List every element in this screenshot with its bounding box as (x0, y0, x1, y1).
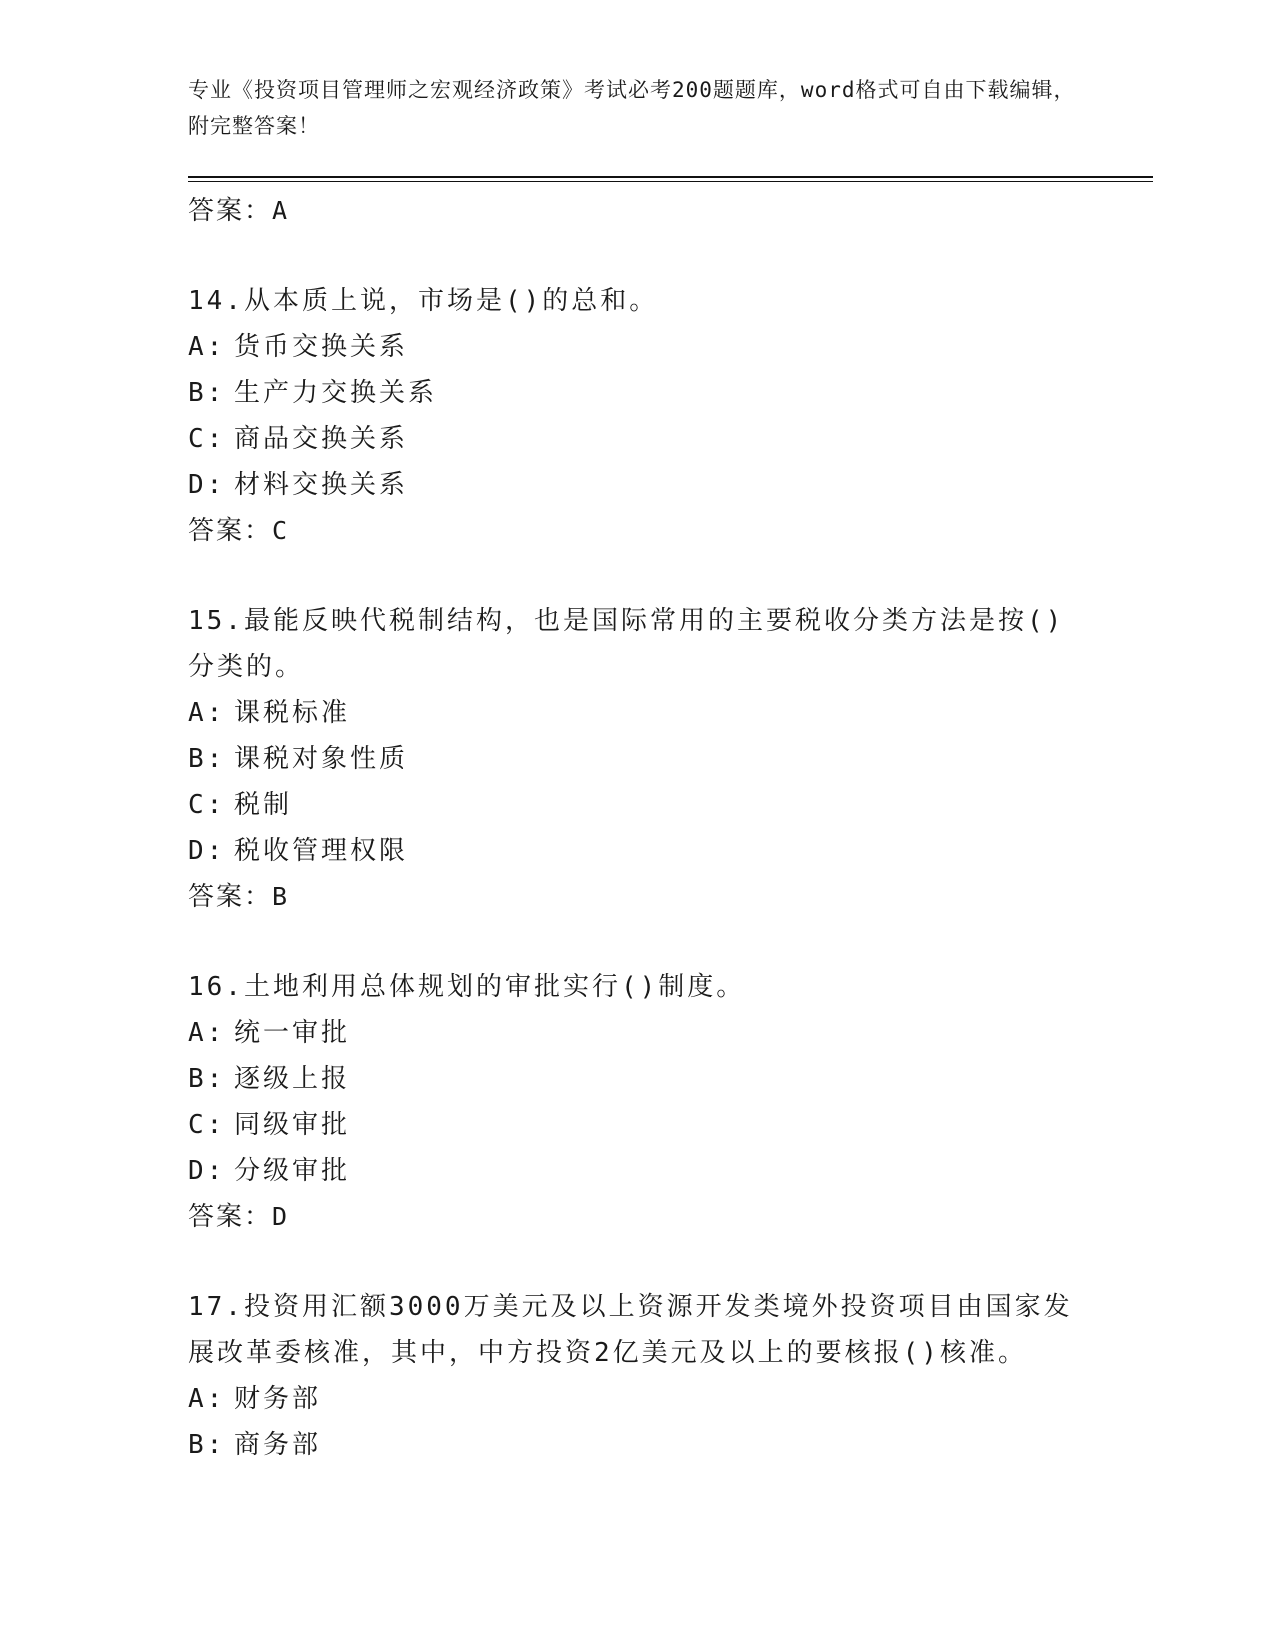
option-d (188, 828, 1088, 874)
question-block (188, 598, 1088, 920)
option-a (188, 690, 1088, 736)
option-key: B: (188, 1064, 226, 1094)
answer-line (188, 508, 1088, 554)
option-key: B: (188, 744, 226, 774)
answer-line (188, 188, 1088, 234)
answer-label: 答案： (188, 196, 273, 226)
option-text: 税制 (234, 790, 293, 820)
answer-line (188, 1194, 1088, 1240)
document-header: 专业《投资项目管理师之宏观经济政策》考试必考200题题库，word格式可自由下载编辑，附完整答案！ (188, 78, 1076, 138)
option-text: 课税标准 (234, 698, 351, 728)
option-d (188, 462, 1088, 508)
option-d (188, 1148, 1088, 1194)
header-divider-thick (188, 176, 1153, 178)
option-key: D: (188, 470, 226, 500)
answer-value: C (272, 516, 290, 545)
answer-label: 答案： (188, 516, 273, 546)
question-block (188, 964, 1088, 1240)
option-b (188, 370, 1088, 416)
option-key: B: (188, 378, 226, 408)
option-text: 逐级上报 (234, 1064, 351, 1094)
option-text: 生产力交换关系 (234, 378, 438, 408)
question-stem: 16.土地利用总体规划的审批实行()制度。 (188, 972, 746, 1002)
question-stem: 15.最能反映代税制结构，也是国际常用的主要税收分类方法是按()分类的。 (188, 606, 1065, 682)
option-b (188, 736, 1088, 782)
answer-label: 答案： (188, 1202, 273, 1232)
answer-line (188, 874, 1088, 920)
option-key: B: (188, 1430, 226, 1460)
question-block (188, 278, 1088, 554)
option-key: A: (188, 1384, 226, 1414)
option-text: 同级审批 (234, 1110, 351, 1140)
option-key: C: (188, 790, 226, 820)
answer-value: B (272, 882, 290, 911)
option-b (188, 1056, 1088, 1102)
option-text: 税收管理权限 (234, 836, 409, 866)
option-key: D: (188, 836, 226, 866)
question-stem: 17.投资用汇额3000万美元及以上资源开发类境外投资项目由国家发展改革委核准，其中，中方投资2亿美元及以上的要核报()核准。 (188, 1292, 1073, 1368)
option-text: 财务部 (234, 1384, 322, 1414)
option-text: 货币交换关系 (234, 332, 409, 362)
answer-value: D (272, 1202, 290, 1231)
option-c (188, 1102, 1088, 1148)
option-c (188, 416, 1088, 462)
option-text: 分级审批 (234, 1156, 351, 1186)
answer-label: 答案： (188, 882, 273, 912)
question-stem: 14.从本质上说，市场是()的总和。 (188, 286, 659, 316)
option-text: 材料交换关系 (234, 470, 409, 500)
option-text: 商务部 (234, 1430, 322, 1460)
option-a (188, 1010, 1088, 1056)
option-a (188, 324, 1088, 370)
option-b (188, 1422, 1088, 1468)
question-block (188, 1284, 1088, 1468)
option-c (188, 782, 1088, 828)
answer-value: A (272, 196, 290, 225)
option-text: 统一审批 (234, 1018, 351, 1048)
option-key: C: (188, 424, 226, 454)
option-key: A: (188, 1018, 226, 1048)
option-key: C: (188, 1110, 226, 1140)
option-text: 商品交换关系 (234, 424, 409, 454)
option-key: A: (188, 698, 226, 728)
option-key: D: (188, 1156, 226, 1186)
header-divider-thin (188, 181, 1153, 182)
option-a (188, 1376, 1088, 1422)
option-text: 课税对象性质 (234, 744, 409, 774)
question-content (188, 188, 1088, 1468)
option-key: A: (188, 332, 226, 362)
